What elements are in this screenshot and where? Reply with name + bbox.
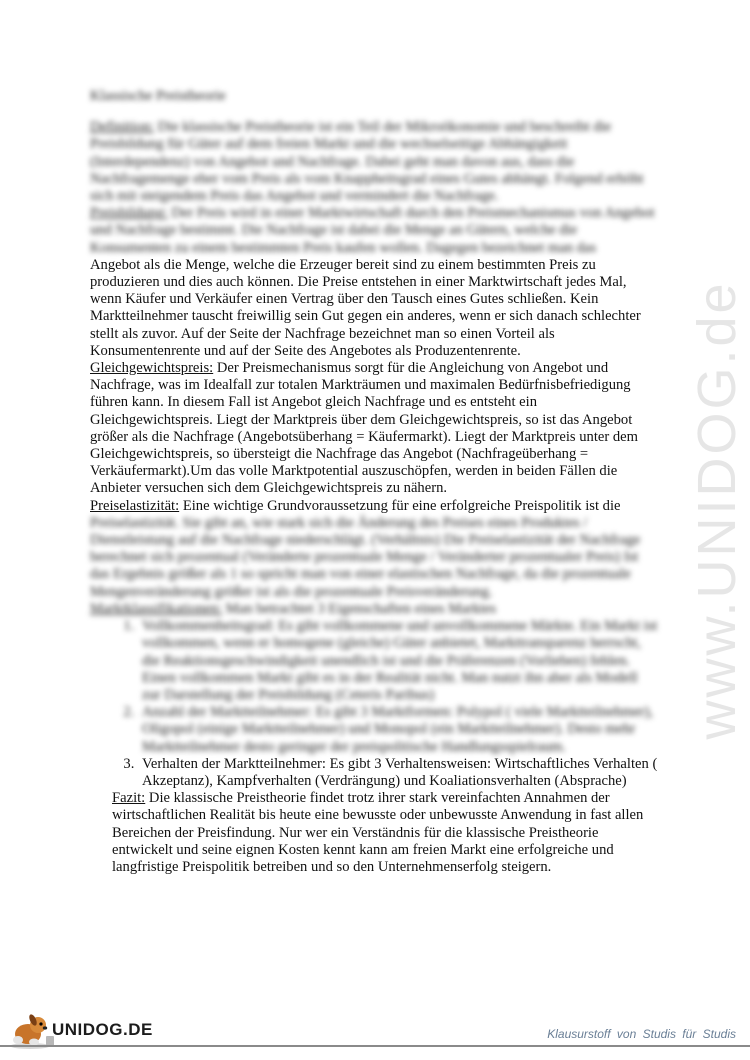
watermark-text: www.UNIDOG.de <box>687 280 747 740</box>
text-marktklassifikationen: Man betrachtet 3 Eigenschaften eines Marktes <box>222 600 497 617</box>
paragraph-preiselastizitaet <box>90 498 658 515</box>
text-fazit: Die klassische Preistheorie findet trotz ihrer stark vereinfachten Annahmen der wirtschaftlichen Realität bis heute eine bewusste oder unbewusste Anwendung in fast allen Bereichen der Preisfindung. Nur wer ein Verständnis für die klassische Preistheorie entwickelt und seine eignen Kosten kennt kann am freien Markt eine erfolgreiche und langfristige Preispolitik betreiben und so den Unternehmenserfolg steigern. <box>112 790 644 875</box>
label-preiselastizitaet: Preiselastizität: <box>90 497 180 514</box>
text-gleichgewichtspreis: Der Preismechanismus sorgt für die Angleichung von Angebot und Nachfrage, was im Idealfall zur totalen Markträumen und maximalen Bedürfnisbefriedigung führen kann. In diesem Fall ist Angebot gleich Nachfrage und es entsteht ein Gleichgewichtspreis. Liegt der Marktpreis über dem Gleichgewichtspreis, so ist das Angebot größer als die Nachfrage (Angebotsüberhang = Käufermarkt). Liegt der Marktpreis unter dem Gleichgewichtspreis, so übersteigt die Nachfrage das Angebot (Nachfrageüberhang = Verkäufermarkt).Um das volle Marktpotential auszuschöpfen, werden in beiden Fällen die Anbieter versuchen sich dem Gleichgewichtspreis zu nähern. <box>90 360 638 497</box>
text-definition: Die klassische Preistheorie ist ein Teil der Mikroökonomie und beschreibt die Preisbildung für Güter auf dem freien Markt und die wechselseitige Abhängigkeit (Interdependenz) von Angebot und Nachfrage. Dabei geht man davon aus, dass die Nachfragemenge eher vom Preis als vom Knappheitsgrad eines Gutes abhängt. Folgend erhöht sich mit steigendem Preis das Angebot und vermindert die Nachfrage. <box>90 119 644 205</box>
footer-divider <box>0 1045 750 1047</box>
label-definition: Definition: <box>90 119 155 136</box>
label-gleichgewichtspreis: Gleichgewichtspreis: <box>90 360 214 377</box>
logo-text: UNIDOG.DE <box>52 1020 153 1039</box>
label-fazit: Fazit: <box>112 790 146 807</box>
list-item: 2. Anzahl der Marktteilnehmer: Es gibt 3 Marktformen: Polypol ( viele Marktteilnehmer), Oligopol (einige Marktteilnehmer) und Monopol (ein Marktteilnehmer). Desto mehr Marktteilnehmer desto geringer der preispolitische Handlungsspielraum. <box>138 704 658 756</box>
paragraph-preiselastizitaet-blurred: Preiselastizität. Sie gibt an, wie stark sich die Änderung des Preises eines Produktes / Dienstleistung auf die Nachfrage niederschlägt. (Verhältnis) Die Preiselastizität der Nachfrage berechnet sich prozentual (Veränderte prozentuale Menge / Veränderter prozentualer Preis) Ist das Ergebnis größer als 1 so spricht man von einer elastischen Nachfrage, da die prozentuale Mengenveränderung größer ist als die prozentuale Preisveränderung. <box>90 514 641 600</box>
classification-list <box>90 618 658 790</box>
list-item: 3. Verhalten der Marktteilnehmer: Es gibt 3 Verhaltensweisen: Wirtschaftliches Verhalten ( Akzeptanz), Kampfverhalten (Verdrängung) und Koaliationsverhalten (Absprache) <box>138 756 658 790</box>
text-preiselastizitaet: Eine wichtige Grundvoraussetzung für eine erfolgreiche Preispolitik ist die <box>179 497 621 514</box>
document-title: Klassische Preistheorie <box>90 88 226 104</box>
list-item: 1. Vollkommenheitsgrad: Es gibt vollkommene und unvollkommene Märkte. Ein Markt ist vollkommen, wenn er homogene (gleiche) Güter anbietet, Markttransparenz herrscht, die Reaktionsgeschwindigkeit unendlich ist und die Präferenzen (Vorlieben) fehlen. Einen vollkommen Markt gibt es in der Realität nicht. Man nutzt ihn aber als Modell zur Darstellung der Preisbildung (Ceteris Paribus) <box>138 618 658 704</box>
watermark <box>665 270 750 750</box>
footer-tagline: Klausurstoff von Studis für Studis <box>547 1027 736 1041</box>
paragraph-marktklassifikationen <box>90 601 658 618</box>
paragraph-fazit <box>112 790 658 876</box>
label-preisbildung: Preisbildung: <box>90 205 168 222</box>
text-preisbildung-blurred: Der Preis wird in einer Marktwirtschaft durch den Preismechanismus von Angebot und Nachfrage bestimmt. Die Nachfrage ist dabei die Menge an Gütern, welche die Konsumenten zu einem bestimmten Preis kaufen wollen. Dagegen bezeichnet man das <box>90 205 655 256</box>
label-marktklassifikationen: Marktklassifikationen: <box>90 600 223 617</box>
paragraph-gleichgewichtspreis <box>90 360 658 498</box>
paragraph-preisbildung-blurred <box>90 205 658 257</box>
document-body <box>90 88 658 876</box>
paragraph-definition <box>90 119 658 205</box>
paragraph-preisbildung-clear: Angebot als die Menge, welche die Erzeuger bereit sind zu einem bestimmten Preis zu produzieren und dies auch können. Die Preise entstehen in einer Marktwirtschaft jedes Mal, wenn Käufer und Verkäufer einen Vertrag über den Tausch eines Gutes schließen. Kein Marktteilnehmer tauscht freiwillig sein Gut gegen ein anderes, wenn er sich danach schlechter stellt als zuvor. Auf der Seite der Nachfrage bezeichnet man so einen Vorteil als Konsumentenrente und auf der Seite des Angebotes als Produzentenrente. <box>90 256 641 359</box>
